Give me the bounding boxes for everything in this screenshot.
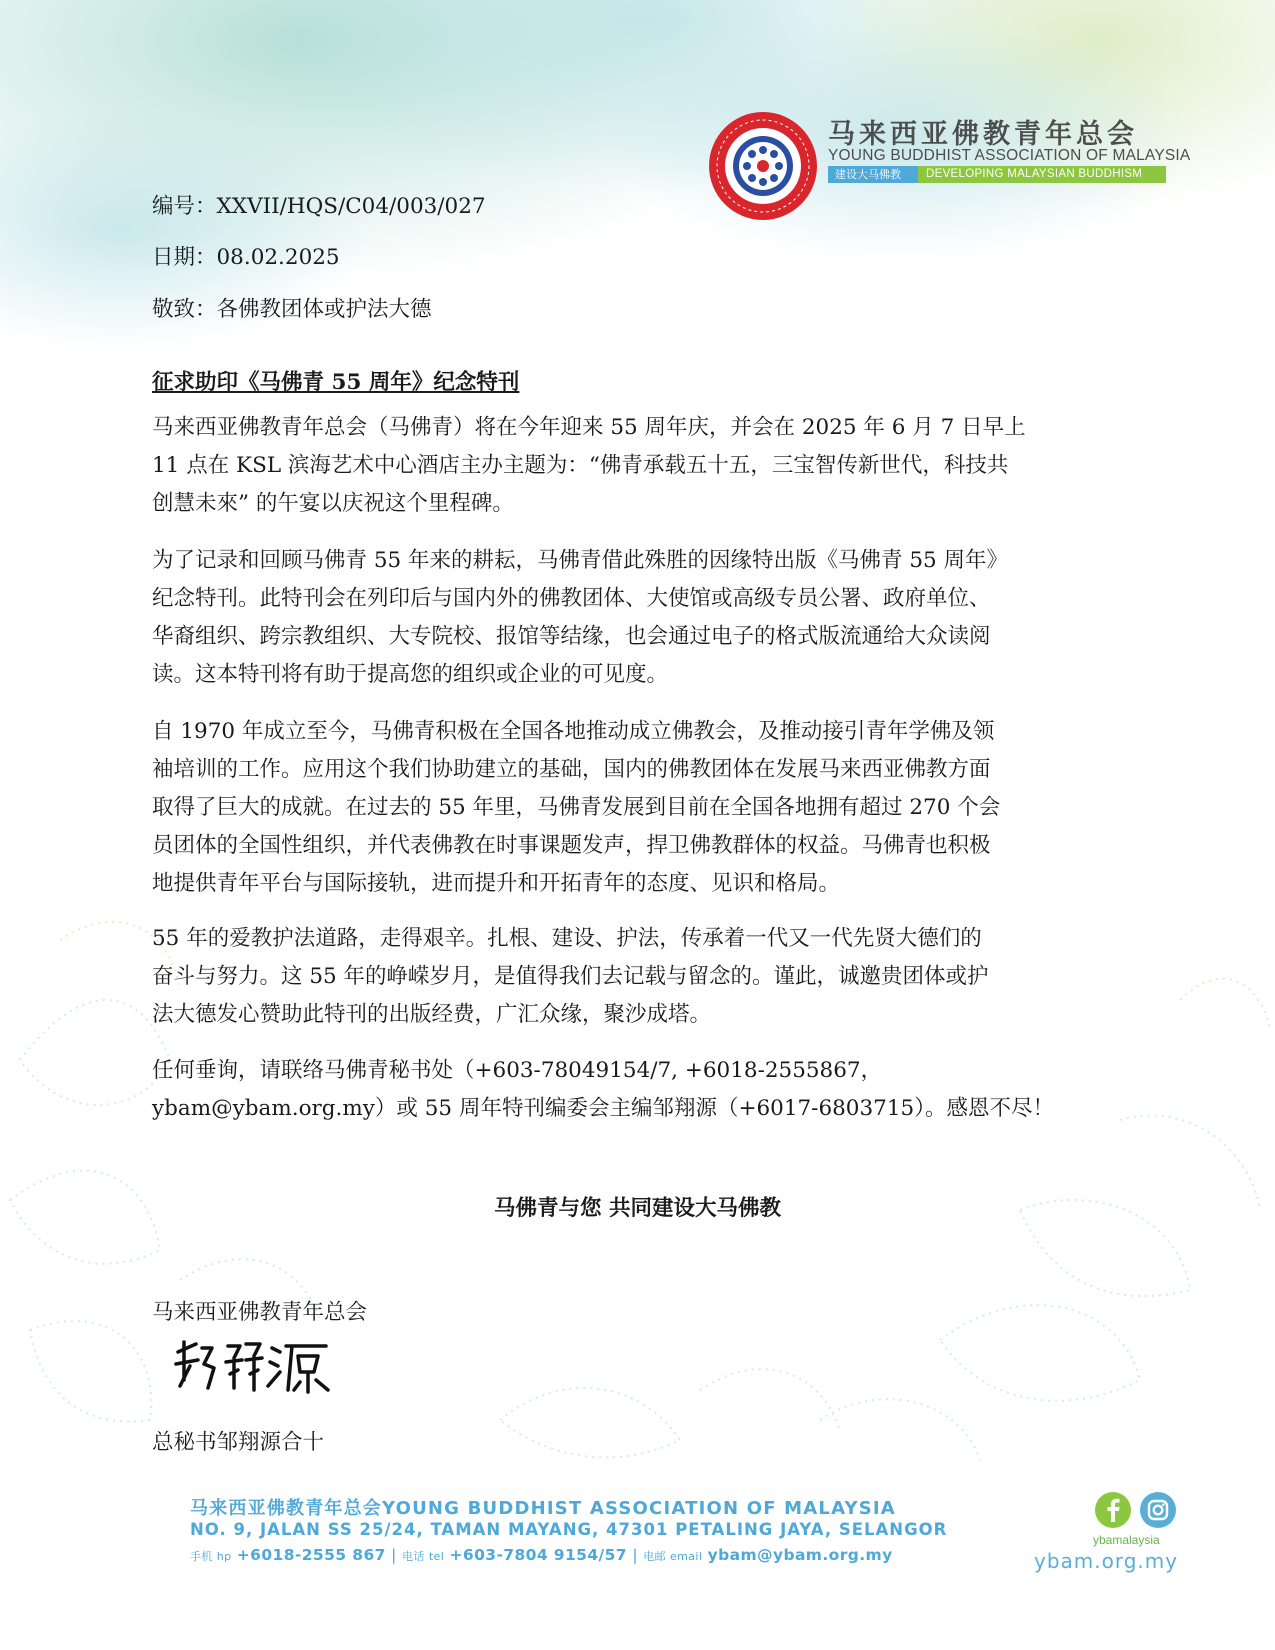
footer-hp-label: 手机 hp xyxy=(190,1550,232,1563)
letter-date: 日期：08.02.2025 xyxy=(152,245,340,270)
paragraph-line: 袖培训的工作。应用这个我们协助建立的基础，国内的佛教团体在发展马来西亚佛教方面 xyxy=(152,757,991,782)
paragraph-line: 地提供青年平台与国际接轨，进而提升和开拓青年的态度、见识和格局。 xyxy=(152,871,841,896)
letterhead-slogan-cn: 建设大马佛教 xyxy=(828,166,918,183)
letterhead-slogan-bar xyxy=(828,166,1166,183)
handwritten-signature xyxy=(168,1330,338,1400)
paragraph-line: 自 1970 年成立至今，马佛青积极在全国各地推动成立佛教会，及推动接引青年学佛及领 xyxy=(152,719,995,744)
facebook-icon[interactable] xyxy=(1095,1492,1131,1528)
footer-org-en: YOUNG BUDDHIST ASSOCIATION OF MALAYSIA xyxy=(382,1498,896,1519)
footer-org-cn: 马来西亚佛教青年总会 xyxy=(190,1498,382,1519)
letterhead-org-en: YOUNG BUDDHIST ASSOCIATION OF MALAYSIA xyxy=(828,147,1191,164)
paragraph-line: 创慧未來” 的午宴以庆祝这个里程碑。 xyxy=(152,491,514,516)
paragraph-line: 任何垂询，请联络马佛青秘书处（+603-78049154/7, +6018-2555867， xyxy=(152,1058,883,1083)
letterhead-slogan-en: DEVELOPING MALAYSIAN BUDDHISM xyxy=(918,166,1166,183)
footer-tel: +603-7804 9154/57 xyxy=(449,1546,627,1564)
social-handle[interactable]: ybamalaysia xyxy=(1093,1533,1160,1547)
letter-subject: 征求助印《马佛青 55 周年》纪念特刊 xyxy=(152,370,520,395)
paragraph-line: 华裔组织、跨宗教组织、大专院校、报馆等结缘，也会通过电子的格式版流通给大众读阅 xyxy=(152,624,991,649)
paragraph-line: 取得了巨大的成就。在过去的 55 年里，马佛青发展到目前在全国各地拥有超过 270 个会 xyxy=(152,795,1001,820)
paragraph-3 xyxy=(152,713,1132,903)
footer-email-label: 电邮 email xyxy=(643,1550,703,1563)
ybam-logo xyxy=(707,110,819,222)
footer-email: ybam@ybam.org.my xyxy=(707,1546,893,1564)
motto: 马佛青与您 共同建设大马佛教 xyxy=(494,1196,781,1221)
signature-org: 马来西亚佛教青年总会 xyxy=(152,1300,368,1325)
paragraph-line: 55 年的爱教护法道路，走得艰辛。扎根、建设、护法，传承着一代又一代先贤大德们的 xyxy=(152,926,982,951)
letterhead-org-cn: 马来西亚佛教青年总会 xyxy=(828,119,1138,150)
footer-tel-label: 电话 tel xyxy=(402,1550,445,1563)
recipient: 敬致：各佛教团体或护法大德 xyxy=(152,297,432,322)
paragraph-4 xyxy=(152,920,1132,1034)
social-icons xyxy=(1095,1492,1195,1528)
paragraph-1 xyxy=(152,409,1132,523)
footer-address: NO. 9, JALAN SS 25/24, TAMAN MAYANG, 47301 PETALING JAYA, SELANGOR xyxy=(190,1520,948,1539)
signatory-name: 总秘书邹翔源合十 xyxy=(152,1430,325,1455)
paragraph-line: 员团体的全国性组织，并代表佛教在时事课题发声，捍卫佛教群体的权益。马佛青也积极 xyxy=(152,833,991,858)
paragraph-line: 11 点在 KSL 滨海艺术中心酒店主办主题为：“佛青承载五十五，三宝智传新世代，科技共 xyxy=(152,453,1009,478)
paragraph-2 xyxy=(152,542,1132,694)
paragraph-line: 为了记录和回顾马佛青 55 年来的耕耘，马佛青借此殊胜的因缘特出版《马佛青 55 周年》 xyxy=(152,548,1009,573)
footer-hp: +6018-2555 867 xyxy=(236,1546,386,1564)
paragraph-line: 法大德发心赞助此特刊的出版经费，广汇众缘，聚沙成塔。 xyxy=(152,1002,712,1027)
paragraph-line: 读。这本特刊将有助于提高您的组织或企业的可见度。 xyxy=(152,662,669,687)
instagram-icon[interactable] xyxy=(1140,1492,1176,1528)
footer-contacts: 手机 hp +6018-2555 867 | 电话 tel +603-7804 9154/57 | 电邮 email ybam@ybam.org.my xyxy=(190,1546,893,1564)
paragraph-line: ybam@ybam.org.my）或 55 周年特刊编委会主编邹翔源（+6017-6803715）。感恩不尽！ xyxy=(152,1096,1054,1121)
paragraph-line: 奋斗与努力。这 55 年的峥嵘岁月，是值得我们去记载与留念的。谨此，诚邀贵团体或护 xyxy=(152,964,989,989)
paragraph-line: 马来西亚佛教青年总会（马佛青）将在今年迎来 55 周年庆，并会在 2025 年 6 月 7 日早上 xyxy=(152,415,1026,440)
reference-number: 编号：XXVII/HQS/C04/003/027 xyxy=(152,194,486,219)
paragraph-5 xyxy=(152,1052,1132,1128)
footer-org-line xyxy=(190,1494,896,1520)
paragraph-line: 纪念特刊。此特刊会在列印后与国内外的佛教团体、大使馆或高级专员公署、政府单位、 xyxy=(152,586,991,611)
website-link[interactable]: ybam.org.my xyxy=(1034,1549,1179,1573)
